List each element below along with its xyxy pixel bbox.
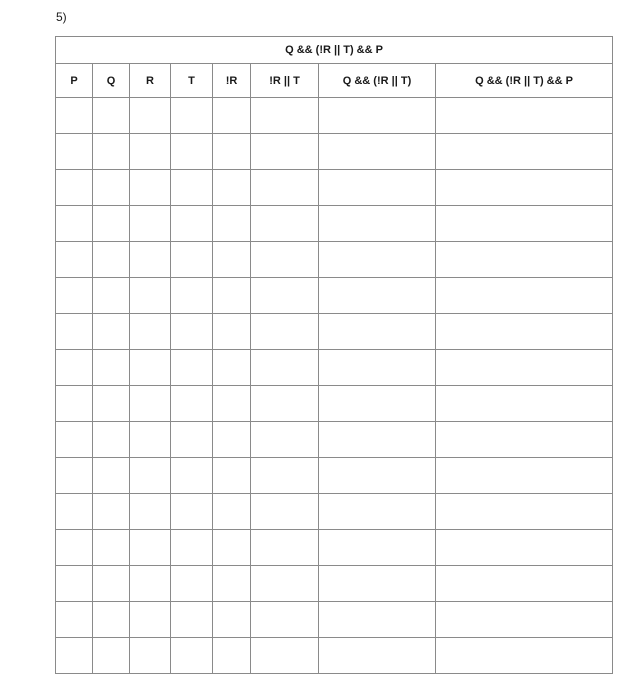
table-cell[interactable]: [319, 638, 436, 674]
column-header-t: T: [171, 64, 213, 98]
table-cell[interactable]: [251, 206, 319, 242]
table-cell[interactable]: [93, 278, 130, 314]
table-cell[interactable]: [56, 98, 93, 134]
table-row: [56, 638, 613, 674]
table-row: [56, 170, 613, 206]
table-cell[interactable]: [171, 278, 213, 314]
table-cell[interactable]: [213, 350, 251, 386]
table-cell[interactable]: [213, 566, 251, 602]
table-cell[interactable]: [93, 530, 130, 566]
table-cell[interactable]: [171, 314, 213, 350]
table-cell[interactable]: [171, 206, 213, 242]
table-cell[interactable]: [93, 170, 130, 206]
table-cell[interactable]: [213, 494, 251, 530]
table-cell[interactable]: [130, 242, 171, 278]
table-row: [56, 278, 613, 314]
table-row: [56, 242, 613, 278]
table-cell[interactable]: [56, 458, 93, 494]
table-cell[interactable]: [436, 530, 613, 566]
table-cell[interactable]: [130, 314, 171, 350]
table-cell[interactable]: [319, 386, 436, 422]
table-cell[interactable]: [319, 314, 436, 350]
table-cell[interactable]: [130, 602, 171, 638]
table-cell[interactable]: [436, 278, 613, 314]
table-cell[interactable]: [171, 242, 213, 278]
table-cell[interactable]: [213, 638, 251, 674]
table-cell[interactable]: [319, 206, 436, 242]
table-cell[interactable]: [251, 638, 319, 674]
table-cell[interactable]: [251, 422, 319, 458]
table-cell[interactable]: [56, 386, 93, 422]
table-cell[interactable]: [251, 350, 319, 386]
table-cell[interactable]: [251, 386, 319, 422]
table-cell[interactable]: [130, 638, 171, 674]
table-cell[interactable]: [436, 242, 613, 278]
table-row: [56, 566, 613, 602]
table-cell[interactable]: [93, 566, 130, 602]
table-cell[interactable]: [130, 530, 171, 566]
table-cell[interactable]: [56, 494, 93, 530]
question-number: 5): [56, 10, 67, 24]
table-cell[interactable]: [171, 566, 213, 602]
table-row: [56, 386, 613, 422]
table-cell[interactable]: [93, 638, 130, 674]
table-cell[interactable]: [213, 530, 251, 566]
table-cell[interactable]: [130, 278, 171, 314]
table-cell[interactable]: [56, 170, 93, 206]
table-cell[interactable]: [213, 242, 251, 278]
table-cell[interactable]: [56, 278, 93, 314]
table-cell[interactable]: [171, 98, 213, 134]
table-cell[interactable]: [436, 206, 613, 242]
table-cell[interactable]: [319, 530, 436, 566]
table-cell[interactable]: [251, 170, 319, 206]
table-cell[interactable]: [93, 494, 130, 530]
table-cell[interactable]: [251, 530, 319, 566]
table-cell[interactable]: [171, 494, 213, 530]
table-cell[interactable]: [436, 170, 613, 206]
table-row: [56, 314, 613, 350]
column-header-not-r-or-t: !R || T: [251, 64, 319, 98]
table-cell[interactable]: [56, 638, 93, 674]
table-cell[interactable]: [251, 134, 319, 170]
table-cell[interactable]: [130, 566, 171, 602]
table-cell[interactable]: [436, 98, 613, 134]
table-cell[interactable]: [171, 386, 213, 422]
column-header-r: R: [130, 64, 171, 98]
truth-table: [55, 36, 613, 674]
table-cell[interactable]: [171, 458, 213, 494]
table-cell[interactable]: [130, 386, 171, 422]
table-cell[interactable]: [436, 494, 613, 530]
table-cell[interactable]: [93, 98, 130, 134]
table-cell[interactable]: [130, 494, 171, 530]
table-row: [56, 422, 613, 458]
table-cell[interactable]: [251, 602, 319, 638]
table-cell[interactable]: [93, 602, 130, 638]
table-row: [56, 458, 613, 494]
table-cell[interactable]: [213, 170, 251, 206]
table-cell[interactable]: [436, 386, 613, 422]
table-cell[interactable]: [56, 566, 93, 602]
column-header-p: P: [56, 64, 93, 98]
table-cell[interactable]: [130, 170, 171, 206]
column-header-full-expression: Q && (!R || T) && P: [436, 64, 613, 98]
table-cell[interactable]: [319, 458, 436, 494]
table-cell[interactable]: [130, 458, 171, 494]
table-cell[interactable]: [93, 242, 130, 278]
table-cell[interactable]: [171, 530, 213, 566]
table-cell[interactable]: [251, 566, 319, 602]
table-cell[interactable]: [319, 566, 436, 602]
table-cell[interactable]: [171, 350, 213, 386]
table-cell[interactable]: [436, 458, 613, 494]
table-row: [56, 206, 613, 242]
table-cell[interactable]: [251, 242, 319, 278]
table-row: [56, 350, 613, 386]
table-cell[interactable]: [319, 602, 436, 638]
table-row: [56, 530, 613, 566]
table-cell[interactable]: [319, 278, 436, 314]
table-cell[interactable]: [56, 134, 93, 170]
table-cell[interactable]: [93, 134, 130, 170]
table-cell[interactable]: [213, 602, 251, 638]
table-cell[interactable]: [213, 278, 251, 314]
table-cell[interactable]: [130, 134, 171, 170]
table-cell[interactable]: [130, 98, 171, 134]
table-cell[interactable]: [319, 422, 436, 458]
table-cell[interactable]: [56, 422, 93, 458]
table-row: [56, 98, 613, 134]
table-cell[interactable]: [251, 98, 319, 134]
column-header-not-r: !R: [213, 64, 251, 98]
table-row: [56, 134, 613, 170]
table-cell[interactable]: [93, 422, 130, 458]
table-cell[interactable]: [436, 314, 613, 350]
table-cell[interactable]: [171, 170, 213, 206]
table-cell[interactable]: [171, 134, 213, 170]
table-cell[interactable]: [319, 494, 436, 530]
table-cell[interactable]: [213, 206, 251, 242]
table-cell[interactable]: [93, 350, 130, 386]
table-cell[interactable]: [93, 206, 130, 242]
table-cell[interactable]: [436, 422, 613, 458]
column-header-row: [56, 64, 613, 98]
table-cell[interactable]: [251, 458, 319, 494]
table-cell[interactable]: [56, 314, 93, 350]
table-cell[interactable]: [171, 638, 213, 674]
table-cell[interactable]: [56, 602, 93, 638]
table-cell[interactable]: [130, 422, 171, 458]
column-header-q-and-expr: Q && (!R || T): [319, 64, 436, 98]
table-cell[interactable]: [56, 350, 93, 386]
column-header-q: Q: [93, 64, 130, 98]
table-cell[interactable]: [93, 458, 130, 494]
table-cell[interactable]: [319, 98, 436, 134]
table-cell[interactable]: [171, 422, 213, 458]
table-cell[interactable]: [213, 98, 251, 134]
table-cell[interactable]: [436, 134, 613, 170]
table-cell[interactable]: [213, 422, 251, 458]
table-cell[interactable]: [213, 134, 251, 170]
table-cell[interactable]: [213, 458, 251, 494]
table-cell[interactable]: [130, 206, 171, 242]
table-cell[interactable]: [93, 386, 130, 422]
table-cell[interactable]: [319, 350, 436, 386]
table-cell[interactable]: [436, 602, 613, 638]
table-cell[interactable]: [56, 242, 93, 278]
table-cell[interactable]: [93, 314, 130, 350]
table-body: [56, 98, 613, 674]
table-row: [56, 602, 613, 638]
table-cell[interactable]: [436, 350, 613, 386]
table-cell[interactable]: [56, 530, 93, 566]
table-title: Q && (!R || T) && P: [56, 37, 613, 64]
table-cell[interactable]: [319, 242, 436, 278]
table-cell[interactable]: [436, 566, 613, 602]
table-cell[interactable]: [319, 134, 436, 170]
table-cell[interactable]: [251, 278, 319, 314]
table-cell[interactable]: [251, 494, 319, 530]
table-cell[interactable]: [213, 314, 251, 350]
table-cell[interactable]: [213, 386, 251, 422]
table-cell[interactable]: [56, 206, 93, 242]
table-cell[interactable]: [319, 170, 436, 206]
table-row: [56, 494, 613, 530]
table-cell[interactable]: [251, 314, 319, 350]
table-cell[interactable]: [436, 638, 613, 674]
table-cell[interactable]: [130, 350, 171, 386]
table-cell[interactable]: [171, 602, 213, 638]
